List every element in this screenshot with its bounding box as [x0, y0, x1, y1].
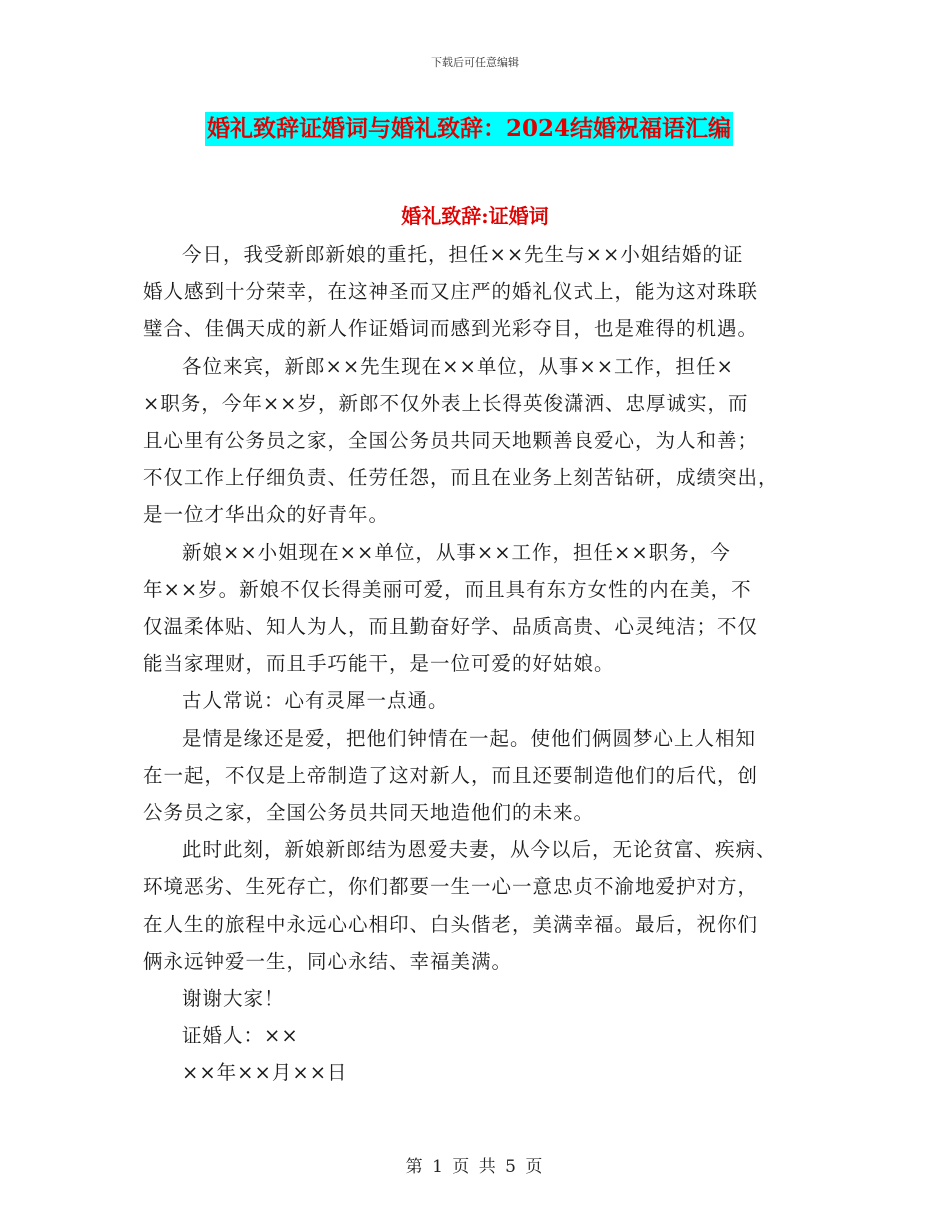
- body-paragraph: [143, 1017, 808, 1054]
- header-note: 下载后可任意编辑: [431, 56, 519, 69]
- document-title: 婚礼致辞证婚词与婚礼致辞：2024结婚祝福语汇编: [205, 112, 733, 146]
- body-paragraph: [143, 720, 808, 832]
- paragraph-line: 新娘××小姐现在××单位，从事××工作，担任××职务，今: [182, 540, 731, 564]
- body-top-spacer: [143, 219, 808, 236]
- paragraph-line: 在人生的旅程中永远心心相印、白头偕老，美满幸福。最后，祝你们: [143, 912, 759, 936]
- paragraph-line: 谢谢大家！: [182, 987, 285, 1011]
- paragraph-line: 婚人感到十分荣幸，在这神圣而又庄严的婚礼仪式上，能为这对珠联: [143, 280, 759, 304]
- paragraph-line: 不仅工作上仔细负责、任劳任怨，而且在业务上刻苦钻研，成绩突出，: [143, 466, 779, 490]
- paragraph-line: 且心里有公务员之家，全国公务员共同天地颗善良爱心，为人和善；: [143, 429, 759, 453]
- paragraph-line: ×职务，今年××岁，新郎不仅外表上长得英俊潇洒、忠厚诚实，而: [143, 391, 749, 415]
- body-paragraph: [143, 980, 808, 1017]
- body-paragraph: [143, 348, 808, 534]
- paragraph-line: 环境恶劣、生死存亡，你们都要一生一心一意忠贞不渝地爱护对方，: [143, 875, 759, 899]
- body-paragraph: [143, 1054, 808, 1091]
- section-title: 婚礼致辞:证婚词: [401, 204, 549, 228]
- document-title-wrapper: [205, 112, 733, 146]
- paragraph-line: 仅温柔体贴、知人为人，而且勤奋好学、品质高贵、心灵纯洁；不仅: [143, 615, 759, 639]
- page-footer: 第 1 页 共 5 页: [405, 1157, 545, 1177]
- paragraph-line: 能当家理财，而且手巧能干，是一位可爱的好姑娘。: [143, 652, 615, 676]
- body-paragraph: [143, 682, 808, 719]
- paragraph-line: 在一起，不仅是上帝制造了这对新人，而且还要制造他们的后代，创: [143, 763, 759, 787]
- paragraph-line: 公务员之家，全国公务员共同天地造他们的未来。: [143, 801, 595, 825]
- paragraph-line: 是情是缘还是爱，把他们钟情在一起。使他们俩圆梦心上人相知: [182, 726, 757, 750]
- document-body: [143, 219, 808, 1092]
- body-paragraph: [143, 831, 808, 980]
- paragraph-line: 证婚人：××: [182, 1024, 299, 1048]
- paragraph-line: 今日，我受新郎新娘的重托，担任××先生与××小姐结婚的证: [182, 243, 744, 266]
- paragraph-line: 各位来宾，新郎××先生现在××单位，从事××工作，担任×: [182, 354, 734, 378]
- paragraph-line: ××年××月××日: [182, 1061, 348, 1085]
- paragraph-line: 俩永远钟爱一生，同心永结、幸福美满。: [143, 949, 513, 973]
- body-paragraph: [143, 534, 808, 683]
- body-paragraph: [143, 236, 808, 348]
- paragraph-line: 古人常说：心有灵犀一点通。: [182, 689, 449, 713]
- paragraph-line: 此时此刻，新娘新郎结为恩爱夫妻，从今以后，无论贫富、疾病、: [182, 838, 777, 862]
- paragraph-line: 是一位才华出众的好青年。: [143, 503, 390, 527]
- paragraph-line: 璧合、佳偶天成的新人作证婚词而感到光彩夺目，也是难得的机遇。: [143, 317, 759, 341]
- paragraph-line: 年××岁。新娘不仅长得美丽可爱，而且具有东方女性的内在美，不: [143, 577, 752, 601]
